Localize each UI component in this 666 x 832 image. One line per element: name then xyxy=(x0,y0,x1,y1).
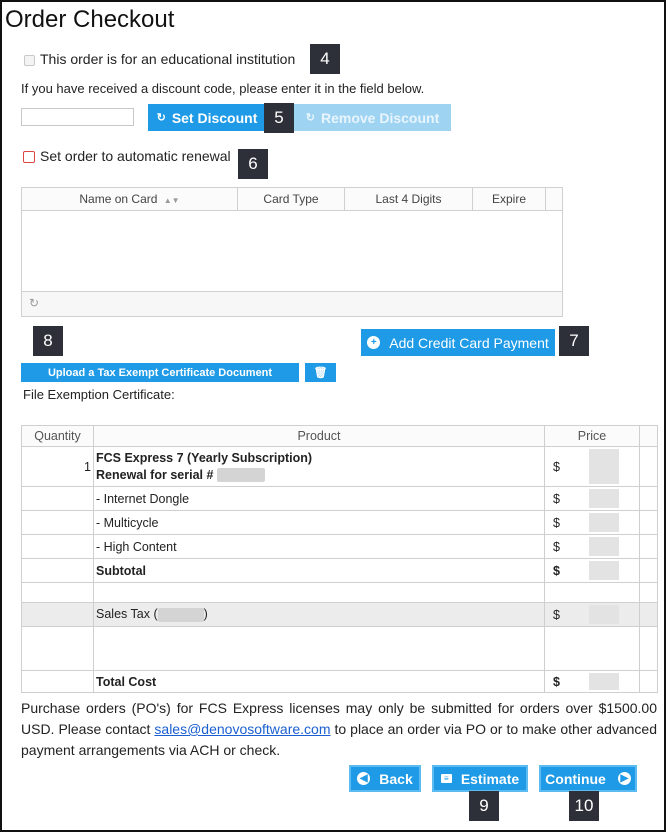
step-badge-4: 4 xyxy=(310,44,340,74)
table-header-row xyxy=(22,426,658,447)
auto-renewal-label: Set order to automatic renewal xyxy=(40,148,231,164)
tax-rate-redacted xyxy=(158,608,204,622)
discount-hint: If you have received a discount code, please enter it in the field below. xyxy=(21,81,425,96)
column-expire[interactable]: Expire xyxy=(473,188,546,210)
subtotal-label: Subtotal xyxy=(94,559,545,583)
refresh-icon: ↻ xyxy=(305,112,315,124)
item-cell: - Internet Dongle xyxy=(94,487,545,511)
forward-arrow-icon: ▶ xyxy=(618,772,631,785)
remove-discount-label: Remove Discount xyxy=(320,109,440,126)
add-credit-card-button[interactable] xyxy=(361,329,555,356)
price-redacted xyxy=(589,449,619,484)
po-note: Purchase orders (PO's) for FCS Express licenses may only be submitted for orders over $1500.00 USD. Please contact sales@denovosoftware.com to place an order via PO or to make other advanced payment arrangements via ACH or check. xyxy=(21,700,658,758)
set-discount-label: Set Discount xyxy=(171,109,258,126)
column-last-4-digits[interactable]: Last 4 Digits xyxy=(345,188,473,210)
table-row xyxy=(22,627,658,671)
item-cell: - Multicycle xyxy=(94,511,545,535)
item-cell: - High Content xyxy=(94,535,545,559)
educational-label: This order is for an educational institution xyxy=(40,51,296,67)
serial-redacted xyxy=(217,468,265,482)
header-price: Price xyxy=(545,426,640,447)
quantity-cell: 1 xyxy=(22,447,94,487)
back-button[interactable]: ◀ Back xyxy=(349,765,421,792)
delete-certificate-button[interactable] xyxy=(305,363,336,382)
grid-refresh-icon[interactable]: ↻ xyxy=(29,296,40,310)
auto-renewal-checkbox[interactable] xyxy=(23,151,35,163)
plus-icon: + xyxy=(367,336,380,349)
add-credit-card-label: Add Credit Card Payment xyxy=(389,334,549,351)
estimate-button[interactable]: ≡ Estimate xyxy=(432,765,528,792)
table-row xyxy=(22,447,658,487)
header-quantity: Quantity xyxy=(22,426,94,447)
sales-tax-row: Sales Tax ( ) $ xyxy=(22,603,658,627)
table-row: - Multicycle $ xyxy=(22,511,658,535)
table-row xyxy=(22,583,658,603)
step-badge-10: 10 xyxy=(569,791,599,821)
header-product: Product xyxy=(94,426,545,447)
step-badge-5: 5 xyxy=(264,103,294,133)
sort-icon: ▲▼ xyxy=(163,196,180,205)
refresh-icon: ↻ xyxy=(156,112,166,124)
price-cell: $ xyxy=(545,447,640,487)
page-title: Order Checkout xyxy=(5,6,175,33)
trash-icon: 🗑 xyxy=(313,367,328,379)
grid-header xyxy=(22,188,562,211)
grid-footer xyxy=(22,291,562,316)
continue-button[interactable]: Continue ▶ xyxy=(539,765,637,792)
sales-email-link[interactable]: sales@denovosoftware.com xyxy=(154,721,331,737)
file-exemption-label: File Exemption Certificate: xyxy=(23,387,175,402)
remove-discount-button[interactable] xyxy=(294,104,451,131)
subtotal-row: Subtotal $ xyxy=(22,559,658,583)
column-card-type[interactable]: Card Type xyxy=(238,188,345,210)
back-arrow-icon: ◀ xyxy=(357,772,370,785)
column-name-on-card[interactable]: Name on Card ▲▼ xyxy=(22,188,238,210)
set-discount-button[interactable] xyxy=(148,104,266,131)
credit-card-grid xyxy=(21,187,563,317)
discount-code-input[interactable] xyxy=(21,108,134,126)
list-icon: ≡ xyxy=(441,774,452,783)
sales-tax-label: Sales Tax ( ) xyxy=(94,603,545,627)
step-badge-7: 7 xyxy=(559,326,589,356)
educational-checkbox[interactable] xyxy=(24,55,35,66)
product-cell: FCS Express 7 (Yearly Subscription) Renewal for serial # xyxy=(94,447,545,487)
total-row: Total Cost $ xyxy=(22,671,658,693)
step-badge-9: 9 xyxy=(469,791,499,821)
step-badge-8: 8 xyxy=(33,326,63,356)
table-row: - High Content $ xyxy=(22,535,658,559)
table-row: - Internet Dongle $ xyxy=(22,487,658,511)
total-cost-label: Total Cost xyxy=(94,671,545,693)
order-table xyxy=(21,425,658,693)
step-badge-6: 6 xyxy=(238,149,268,179)
upload-tax-exempt-button[interactable]: Upload a Tax Exempt Certificate Document xyxy=(21,363,299,382)
